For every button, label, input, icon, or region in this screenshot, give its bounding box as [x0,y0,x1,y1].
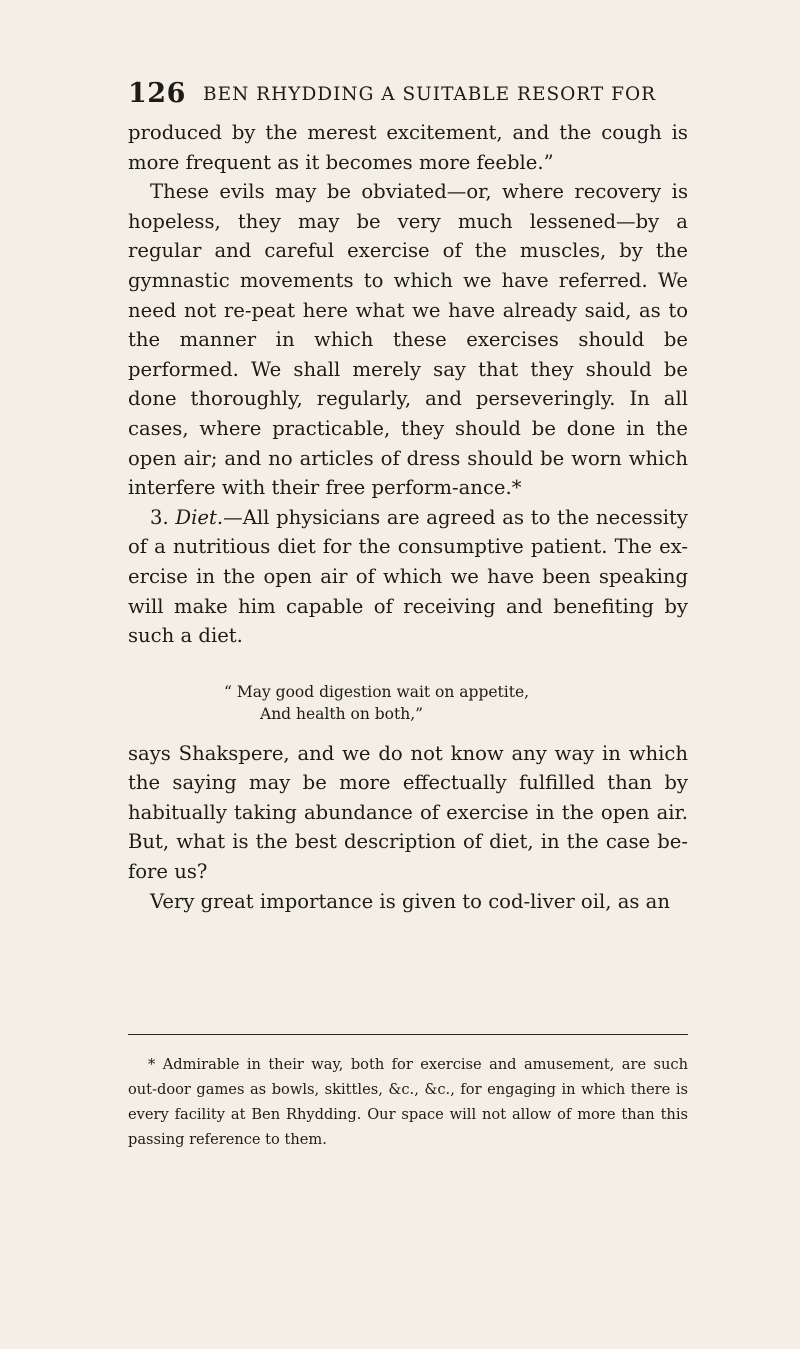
verse-line-2: And health on both,” [260,704,424,723]
section-number: 3. [150,505,176,529]
paragraph-1: produced by the merest excitement, and the cough is more frequent as it becomes more feeble.” [128,121,688,174]
paragraph-2: These evils may be obviated—or, where recovery is hopeless, they may be very much lessened—by a regular and careful exercise of the muscles, by the gymnastic movements to which we have referred. We need not re-peat here what we have already said, as to the manner in which these exercises should be performed. We shall merely say that they should be done thoroughly, regularly, and perseveringly. In all cases, where practicable, they should be done in the open air; and no articles of dress should be worn which interfere with their free perform-ance.* [128,180,688,500]
paragraph-4: says Shakspere, and we do not know any way in which the saying may be more effectually fulfilled than by habitually taking abundance of exercise in the open air. But, what is the best description of diet, in the case be-fore us? [128,741,688,884]
paragraph-3 [128,503,688,651]
footnote-text: * Admirable in their way, both for exercise and amusement, are such out-door games as bowls, skittles, &c., &c., for engaging in which there is every facility at Ben Rhydding. Our space will not allow of more than this passing reference to them. [128,1056,688,1148]
page-header [128,78,688,114]
section-heading-diet: Diet. [175,505,224,529]
paragraph-3-text: —All physicians are agreed as to the necessity of a nutritious diet for the consumptive patient. The ex-ercise in the open air of which we have been speaking will make him capable of receiving and benefiting by such a diet. [128,505,688,648]
page-number: 126 [128,78,186,109]
verse-line-1: “ May good digestion wait on appetite, [224,682,530,701]
footnote-divider [128,1034,688,1035]
footnote [128,1052,688,1152]
verse-quotation [128,681,688,725]
body-text [128,118,688,916]
running-head: BEN RHYDDING A SUITABLE RESORT FOR [203,84,657,105]
paragraph-5: Very great importance is given to cod-liver oil, as an [150,889,670,913]
